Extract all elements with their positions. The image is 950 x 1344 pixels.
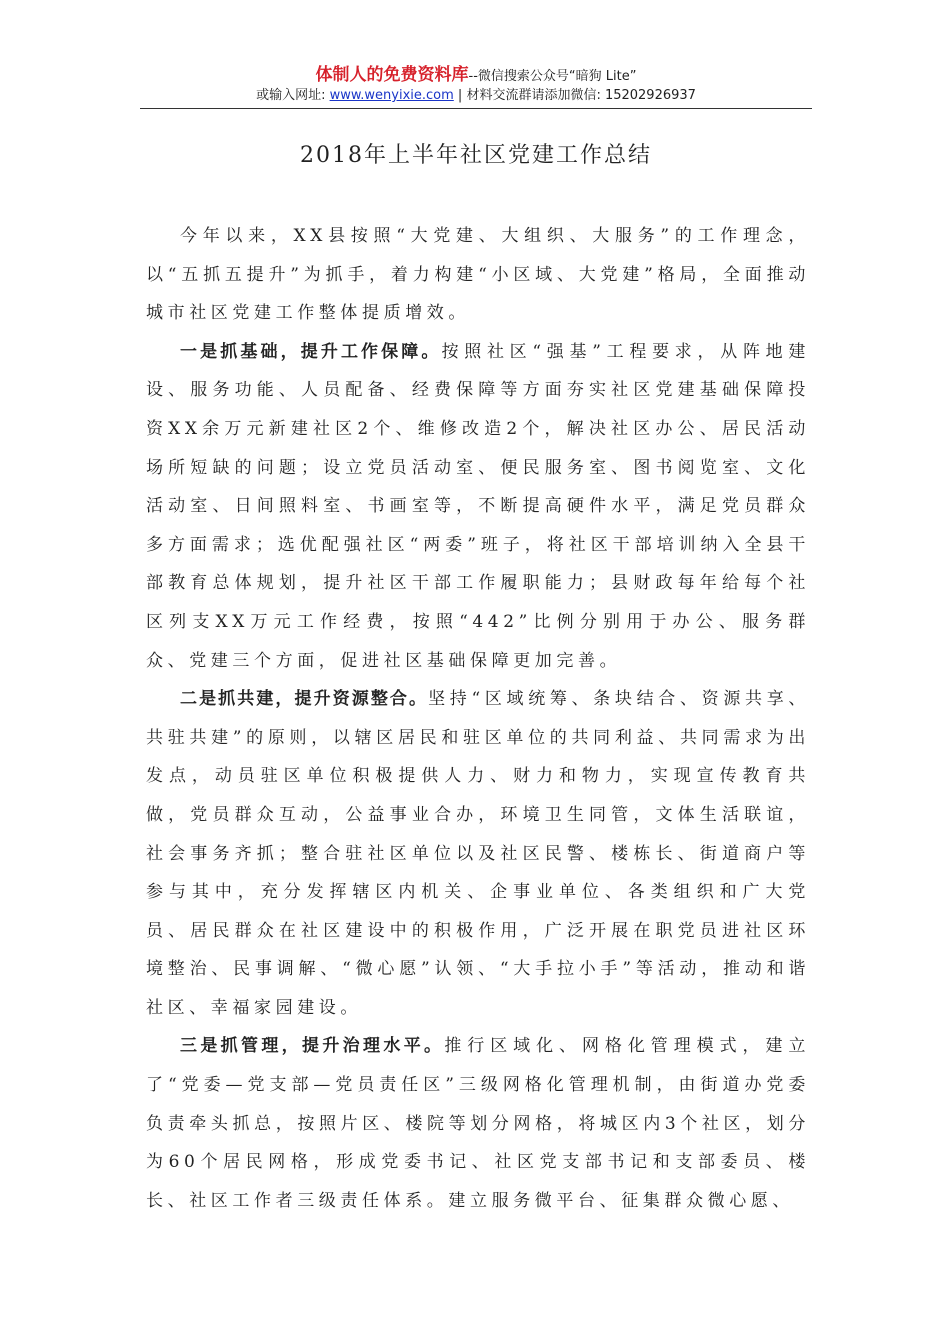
header-divider xyxy=(140,108,812,109)
brand-name: 体制人的免费资料库 xyxy=(315,65,469,85)
header-contact-line xyxy=(140,86,812,106)
document-body xyxy=(146,217,810,1220)
paragraph-lead: 一是抓基础，提升工作保障。 xyxy=(180,341,442,362)
paragraph-text: 今年以来，XX县按照“大党建、大组织、大服务”的工作理念，以“五抓五提升”为抓手，着力构建“小区域、大党建”格局，全面推动城市社区党建工作整体提质增效。 xyxy=(146,226,810,324)
contact-info: | 材料交流群请添加微信: 15202926937 xyxy=(453,88,696,103)
document-title: 2018年上半年社区党建工作总结 xyxy=(300,143,652,168)
paragraph-management xyxy=(146,1027,810,1220)
paragraph-foundation xyxy=(146,333,810,680)
url-prefix: 或输入网址: xyxy=(256,88,330,103)
paragraph-co-building xyxy=(146,680,810,1027)
paragraph-text: 按照社区“强基”工程要求，从阵地建设、服务功能、人员配备、经费保障等方面夯实社区党建基础保障投资XX余万元新建社区2个、维修改造2个，解决社区办公、居民活动场所短缺的问题；设立党员活动室、便民服务室、图书阅览室、文化活动室、日间照料室、书画室等，不断提高硬件水平，满足党员群众多方面需求；选优配强社区“两委”班子，将社区干部培训纳入全县干部教育总体规划，提升社区干部工作履职能力；县财政每年给每个社区列支XX万元工作经费，按照“442”比例分别用于办公、服务群众、党建三个方面，促进社区基础保障更加完善。 xyxy=(146,341,810,671)
paragraph-lead: 二是抓共建，提升资源整合。 xyxy=(180,689,429,710)
paragraph-text: 推行区域化、网格化管理模式，建立了“党委—党支部—党员责任区”三级网格化管理机制，由街道办党委负责牵头抓总，按照片区、楼院等划分网格，将城区内3个社区，划分为60个居民网格，形成党委书记、社区党支部书记和支部委员、楼长、社区工作者三级责任体系。建立服务微平台、征集群众微心愿、 xyxy=(146,1036,810,1211)
page-header xyxy=(140,64,812,106)
paragraph-intro xyxy=(146,217,810,333)
header-brand-line xyxy=(140,64,812,86)
paragraph-text: 坚持“区域统筹、条块结合、资源共享、共驻共建”的原则，以辖区居民和驻区单位的共同利益、共同需求为出发点，动员驻区单位积极提供人力、财力和物力，实现宣传教育共做，党员群众互动，公益事业合办，环境卫生同管，文体生活联谊，社会事务齐抓；整合驻社区单位以及社区民警、楼栋长、街道商户等参与其中，充分发挥辖区内机关、企事业单位、各类组织和广大党员、居民群众在社区建设中的积极作用，广泛开展在职党员进社区环境整治、民事调解、“微心愿”认领、“大手拉小手”等活动，推动和谐社区、幸福家园建设。 xyxy=(146,689,811,1018)
brand-note: --微信搜索公众号“暗狗 Lite” xyxy=(468,69,637,84)
paragraph-lead: 三是抓管理，提升治理水平。 xyxy=(180,1036,445,1057)
website-link[interactable]: www.wenyixie.com xyxy=(329,88,454,103)
